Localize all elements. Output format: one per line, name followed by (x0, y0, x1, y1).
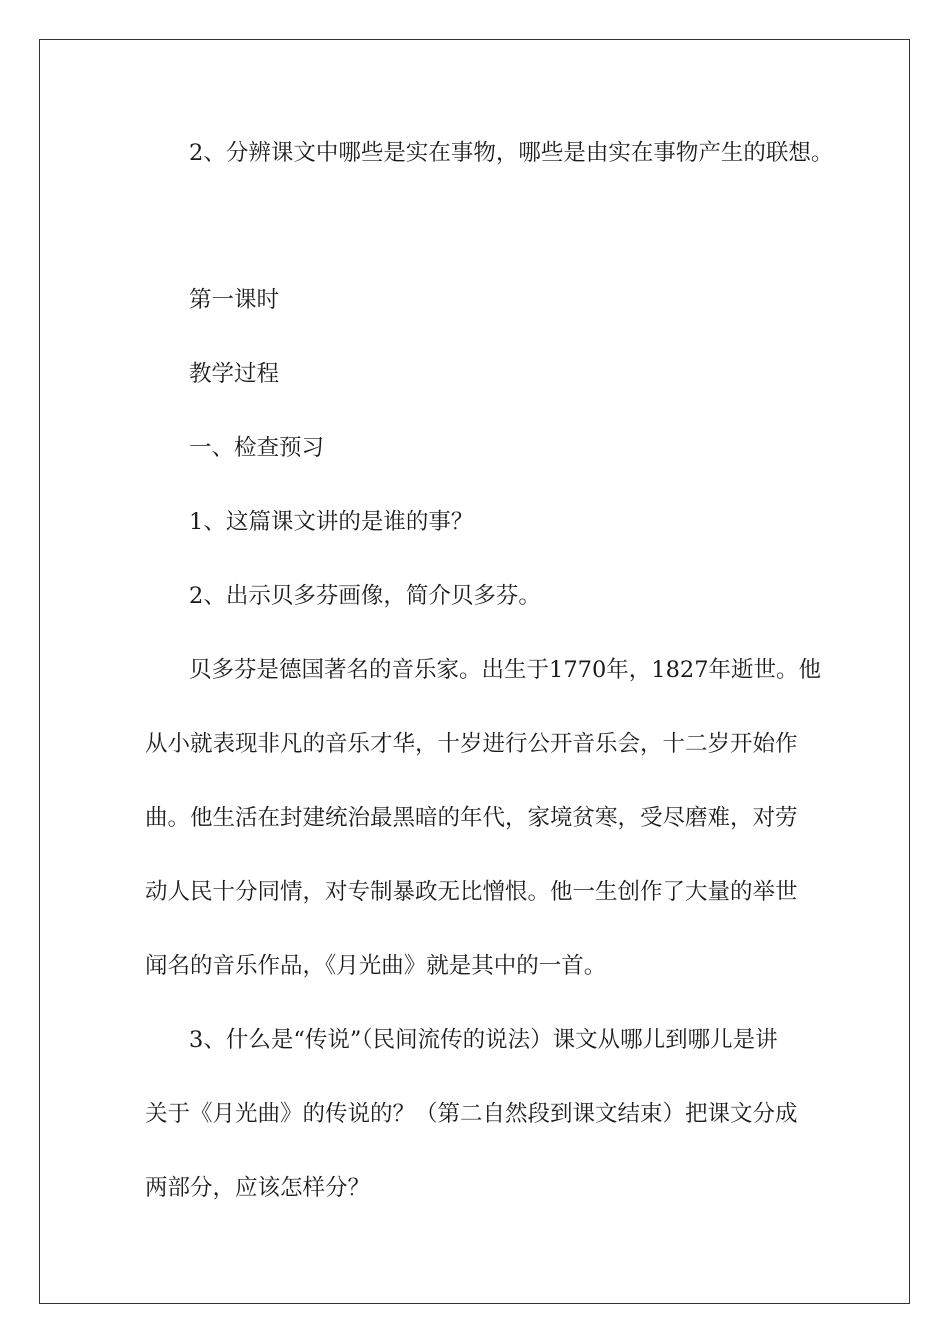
text-line-section-heading: 一、检查预习 (189, 435, 325, 461)
text-line-question-3: 关于《月光曲》的传说的？（第二自然段到课文结束）把课文分成 (145, 1101, 798, 1127)
text-line-question-3-start: 3、什么是“传说”（民间流传的说法）课文从哪儿到哪儿是讲 (189, 1027, 778, 1053)
text-line-question-3-end: 两部分，应该怎样分？ (145, 1175, 371, 1201)
text-line-paragraph-end: 闻名的音乐作品，《月光曲》就是其中的一首。 (145, 953, 607, 979)
text-line-objective-2: 2、分辨课文中哪些是实在事物，哪些是由实在事物产生的联想。 (189, 140, 834, 166)
text-line-paragraph: 动人民十分同情，对专制暴政无比憎恨。他一生创作了大量的举世 (145, 879, 798, 905)
text-line-process-heading: 教学过程 (189, 361, 280, 387)
text-line-paragraph: 曲。他生活在封建统治最黑暗的年代，家境贫寒，受尽磨难，对劳 (145, 805, 798, 831)
text-line-lesson-heading: 第一课时 (189, 287, 280, 313)
text-line-paragraph-start: 贝多芬是德国著名的音乐家。出生于1770年，1827年逝世。他 (189, 657, 822, 683)
text-line-item-2: 2、出示贝多芬画像，简介贝多芬。 (189, 583, 541, 609)
text-line-question-1: 1、这篇课文讲的是谁的事？ (189, 509, 474, 535)
text-line-paragraph: 从小就表现非凡的音乐才华，十岁进行公开音乐会，十二岁开始作 (145, 731, 798, 757)
